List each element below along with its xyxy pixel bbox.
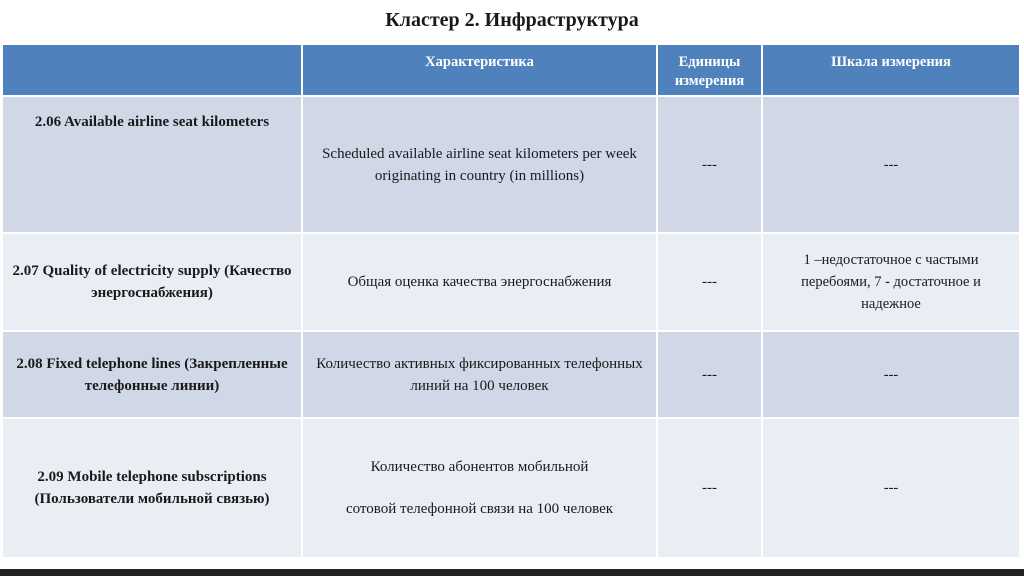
indicator-scale: ---: [763, 332, 1021, 419]
indicator-scale: ---: [763, 97, 1021, 234]
characteristic-line-1: Количество абонентов мобильной: [370, 459, 589, 475]
indicator-characteristic: Количество активных фиксированных телефонных линий на 100 человек: [303, 332, 658, 419]
indicator-characteristic: Общая оценка качества энергоснабжения: [303, 234, 658, 332]
indicator-name: 2.08 Fixed telephone lines (Закрепленные телефонные линии): [3, 332, 303, 419]
indicator-name: [3, 419, 303, 559]
table-row: [3, 234, 1021, 332]
header-units: Единицы измерения: [658, 45, 763, 97]
header-characteristic: Характеристика: [303, 45, 658, 97]
infrastructure-table: [3, 45, 1021, 559]
indicator-name: 2.06 Available airline seat kilometers: [3, 97, 303, 234]
indicator-scale: 1 –недостаточное с частыми перебоями, 7 - достаточное и надежное: [763, 234, 1021, 332]
table-row: [3, 332, 1021, 419]
table-row: [3, 419, 1021, 559]
bottom-border: [0, 569, 1024, 576]
line-spacer: [311, 478, 648, 498]
header-scale: Шкала измерения: [763, 45, 1021, 97]
indicator-units: ---: [658, 234, 763, 332]
indicator-units: ---: [658, 97, 763, 234]
indicator-characteristic: Scheduled available airline seat kilometers per week originating in country (in millions): [303, 97, 658, 234]
indicator-units: ---: [658, 419, 763, 559]
slide-title: Кластер 2. Инфраструктура: [385, 9, 639, 31]
characteristic-line-2: сотовой телефонной связи на 100 человек: [345, 501, 614, 517]
header-name: [3, 45, 303, 97]
indicator-units: ---: [658, 332, 763, 419]
indicator-name-en: 2.09 Mobile telephone subscriptions: [37, 469, 267, 485]
table-row: [3, 97, 1021, 234]
indicator-scale: ---: [763, 419, 1021, 559]
indicator-characteristic: [303, 419, 658, 559]
indicator-name: 2.07 Quality of electricity supply (Качество энергоснабжения): [3, 234, 303, 332]
table-header-row: [3, 45, 1021, 97]
indicator-name-ru: (Пользователи мобильной связью): [34, 491, 270, 507]
